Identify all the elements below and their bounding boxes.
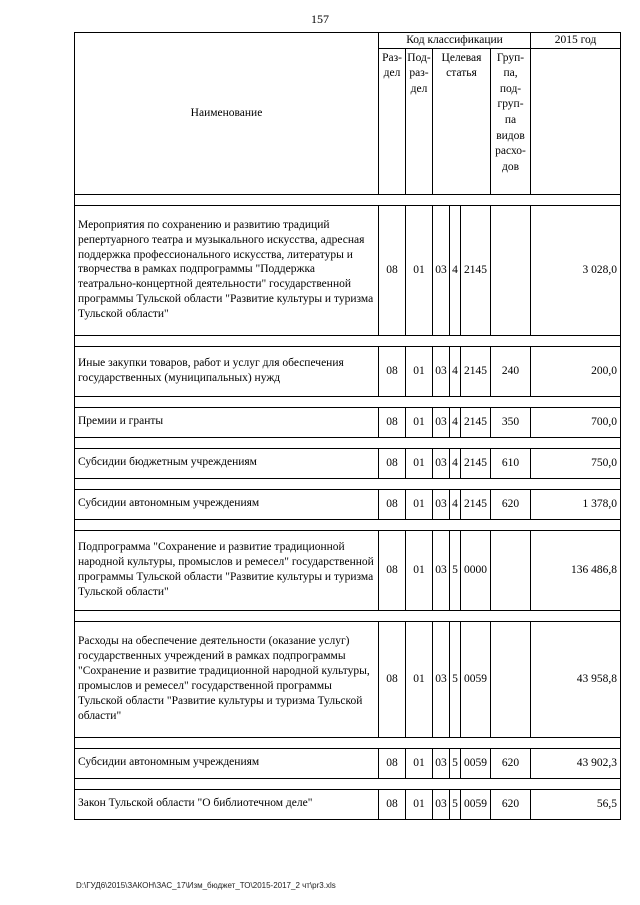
separator-cell xyxy=(491,737,531,748)
separator-cell xyxy=(406,396,433,407)
subsection-header-word: дел xyxy=(410,82,428,95)
separator-cell xyxy=(75,335,379,346)
separator-cell xyxy=(433,610,450,621)
target-article-header xyxy=(433,48,491,194)
subsection-header xyxy=(406,48,433,194)
separator-cell xyxy=(433,396,450,407)
target-article-subprogram-cell: 4 xyxy=(450,407,461,437)
expense-group-header-word: дов xyxy=(502,160,520,173)
table-row xyxy=(75,530,621,610)
target-article-direction-cell: 0059 xyxy=(461,789,491,819)
row-separator xyxy=(75,519,621,530)
row-name-cell: Премии и гранты xyxy=(75,407,379,437)
separator-cell xyxy=(531,194,621,205)
separator-cell xyxy=(461,737,491,748)
target-article-subprogram-cell: 4 xyxy=(450,448,461,478)
expense-group-cell xyxy=(491,621,531,737)
expense-group-header-word: па xyxy=(504,114,517,126)
row-separator xyxy=(75,737,621,748)
amount-cell: 43 958,8 xyxy=(531,621,621,737)
row-separator xyxy=(75,396,621,407)
separator-cell xyxy=(450,519,461,530)
year-header: 2015 год xyxy=(531,33,621,49)
separator-cell xyxy=(491,610,531,621)
amount-cell: 3 028,0 xyxy=(531,205,621,335)
expense-group-cell xyxy=(491,205,531,335)
separator-cell xyxy=(379,737,406,748)
separator-cell xyxy=(450,396,461,407)
section-cell: 08 xyxy=(379,489,406,519)
separator-cell xyxy=(75,396,379,407)
subsection-cell: 01 xyxy=(406,448,433,478)
row-separator xyxy=(75,194,621,205)
amount-cell: 56,5 xyxy=(531,789,621,819)
separator-cell xyxy=(450,194,461,205)
separator-cell xyxy=(531,437,621,448)
separator-cell xyxy=(450,737,461,748)
separator-cell xyxy=(406,519,433,530)
separator-cell xyxy=(531,610,621,621)
row-name-cell: Субсидии автономным учреждениям xyxy=(75,489,379,519)
target-article-program-cell: 03 xyxy=(433,489,450,519)
target-article-direction-cell: 2145 xyxy=(461,346,491,396)
subsection-cell: 01 xyxy=(406,748,433,778)
target-article-subprogram-cell: 5 xyxy=(450,530,461,610)
separator-cell xyxy=(75,478,379,489)
row-separator xyxy=(75,478,621,489)
target-article-program-cell: 03 xyxy=(433,789,450,819)
separator-cell xyxy=(433,737,450,748)
page-number: 157 xyxy=(311,12,329,26)
target-article-subprogram-cell: 5 xyxy=(450,748,461,778)
section-cell: 08 xyxy=(379,621,406,737)
target-article-direction-cell: 2145 xyxy=(461,407,491,437)
table-row xyxy=(75,205,621,335)
separator-cell xyxy=(461,194,491,205)
target-article-subprogram-cell: 4 xyxy=(450,205,461,335)
separator-cell xyxy=(433,519,450,530)
separator-cell xyxy=(379,335,406,346)
separator-cell xyxy=(450,335,461,346)
separator-cell xyxy=(450,478,461,489)
row-name-cell: Подпрограмма "Сохранение и развитие традиционной народной культуры, промыслов и ремесел" государственной программы Тульской области "Развитие культуры и туризма Тульской области" xyxy=(75,530,379,610)
table-row xyxy=(75,407,621,437)
separator-cell xyxy=(491,478,531,489)
separator-cell xyxy=(433,478,450,489)
target-article-program-cell: 03 xyxy=(433,205,450,335)
target-article-program-cell: 03 xyxy=(433,748,450,778)
separator-cell xyxy=(379,437,406,448)
section-header-word: дел xyxy=(383,67,401,80)
expense-group-cell xyxy=(491,530,531,610)
subsection-cell: 01 xyxy=(406,789,433,819)
row-separator xyxy=(75,335,621,346)
section-cell: 08 xyxy=(379,789,406,819)
separator-cell xyxy=(379,194,406,205)
separator-cell xyxy=(379,610,406,621)
separator-cell xyxy=(491,437,531,448)
section-cell: 08 xyxy=(379,530,406,610)
separator-cell xyxy=(461,519,491,530)
row-name-cell: Расходы на обеспечение деятельности (оказание услуг) государственных учреждений в рамках подпрограммы "Сохранение и развитие традиционной народной культуры, промыслов и ремесел" государственной программы Тульской области "Развитие культуры и туризма Тульской области" xyxy=(75,621,379,737)
separator-cell xyxy=(406,737,433,748)
classification-header: Код классификации xyxy=(379,33,531,49)
separator-cell xyxy=(75,737,379,748)
expense-group-cell: 350 xyxy=(491,407,531,437)
separator-cell xyxy=(491,778,531,789)
section-cell: 08 xyxy=(379,448,406,478)
expense-group-cell: 610 xyxy=(491,448,531,478)
separator-cell xyxy=(450,610,461,621)
expense-group-header-word: па, xyxy=(503,67,518,80)
separator-cell xyxy=(379,478,406,489)
table-row xyxy=(75,789,621,819)
table-row xyxy=(75,448,621,478)
subsection-cell: 01 xyxy=(406,407,433,437)
separator-cell xyxy=(433,778,450,789)
separator-cell xyxy=(406,778,433,789)
separator-cell xyxy=(531,519,621,530)
expense-group-header xyxy=(491,48,531,194)
separator-cell xyxy=(75,519,379,530)
subsection-cell: 01 xyxy=(406,621,433,737)
table-row xyxy=(75,748,621,778)
target-article-program-cell: 03 xyxy=(433,346,450,396)
section-header-word: Раз- xyxy=(382,51,402,64)
section-cell: 08 xyxy=(379,748,406,778)
target-article-direction-cell: 0059 xyxy=(461,621,491,737)
target-article-direction-cell: 2145 xyxy=(461,448,491,478)
row-separator xyxy=(75,437,621,448)
target-article-subprogram-cell: 5 xyxy=(450,789,461,819)
subsection-cell: 01 xyxy=(406,489,433,519)
budget-table xyxy=(74,32,621,820)
expense-group-header-word: видов xyxy=(496,129,525,142)
separator-cell xyxy=(461,478,491,489)
section-cell: 08 xyxy=(379,205,406,335)
separator-cell xyxy=(531,335,621,346)
separator-cell xyxy=(531,737,621,748)
table-row xyxy=(75,621,621,737)
row-name-cell: Закон Тульской области "О библиотечном деле" xyxy=(75,789,379,819)
name-column-header: Наименование xyxy=(75,33,379,195)
amount-cell: 200,0 xyxy=(531,346,621,396)
target-article-subprogram-cell: 4 xyxy=(450,489,461,519)
section-header xyxy=(379,48,406,194)
separator-cell xyxy=(491,194,531,205)
target-article-program-cell: 03 xyxy=(433,407,450,437)
separator-cell xyxy=(75,437,379,448)
separator-cell xyxy=(379,396,406,407)
target-article-header-word: Целевая xyxy=(441,51,482,64)
target-article-direction-cell: 0000 xyxy=(461,530,491,610)
row-name-cell: Субсидии бюджетным учреждениям xyxy=(75,448,379,478)
target-article-program-cell: 03 xyxy=(433,621,450,737)
amount-cell: 43 902,3 xyxy=(531,748,621,778)
amount-cell: 1 378,0 xyxy=(531,489,621,519)
section-cell: 08 xyxy=(379,407,406,437)
separator-cell xyxy=(491,335,531,346)
section-cell: 08 xyxy=(379,346,406,396)
amount-cell: 700,0 xyxy=(531,407,621,437)
target-article-direction-cell: 0059 xyxy=(461,748,491,778)
separator-cell xyxy=(461,610,491,621)
separator-cell xyxy=(461,335,491,346)
year-header-spacer xyxy=(531,48,621,194)
expense-group-cell: 620 xyxy=(491,789,531,819)
separator-cell xyxy=(406,194,433,205)
separator-cell xyxy=(450,437,461,448)
separator-cell xyxy=(461,396,491,407)
subsection-cell: 01 xyxy=(406,205,433,335)
separator-cell xyxy=(379,519,406,530)
separator-cell xyxy=(433,437,450,448)
separator-cell xyxy=(406,335,433,346)
separator-cell xyxy=(531,778,621,789)
expense-group-header-word: под- xyxy=(499,82,522,95)
row-name-cell: Иные закупки товаров, работ и услуг для обеспечения государственных (муниципальных) нужд xyxy=(75,346,379,396)
target-article-direction-cell: 2145 xyxy=(461,489,491,519)
target-article-subprogram-cell: 4 xyxy=(450,346,461,396)
expense-group-header-word: груп- xyxy=(497,98,524,111)
file-path-footer: D:\ГУД6\2015\ЗАКОН\ЗАС_17\Изм_бюджет_ТО\2015-2017_2 чт\pr3.xls xyxy=(76,881,336,890)
subsection-cell: 01 xyxy=(406,530,433,610)
separator-cell xyxy=(433,335,450,346)
expense-group-cell: 620 xyxy=(491,748,531,778)
separator-cell xyxy=(75,778,379,789)
separator-cell xyxy=(531,478,621,489)
subsection-header-word: Под- xyxy=(407,51,431,64)
separator-cell xyxy=(461,778,491,789)
target-article-program-cell: 03 xyxy=(433,448,450,478)
amount-cell: 136 486,8 xyxy=(531,530,621,610)
table-row xyxy=(75,489,621,519)
row-separator xyxy=(75,610,621,621)
separator-cell xyxy=(433,194,450,205)
expense-group-header-word: расхо- xyxy=(495,145,526,158)
separator-cell xyxy=(450,778,461,789)
target-article-program-cell: 03 xyxy=(433,530,450,610)
target-article-subprogram-cell: 5 xyxy=(450,621,461,737)
separator-cell xyxy=(491,519,531,530)
target-article-direction-cell: 2145 xyxy=(461,205,491,335)
target-article-header-word: статья xyxy=(446,67,477,80)
separator-cell xyxy=(75,610,379,621)
separator-cell xyxy=(491,396,531,407)
row-name-cell: Мероприятия по сохранению и развитию традиций репертуарного театра и музыкального искусства, адресная поддержка профессионального искусства, литературы и творчества в рамках подпрограммы "Поддержка театрально-концертной деятельности" государственной программы Тульской области "Развитие культуры и туризма Тульской области" xyxy=(75,205,379,335)
expense-group-cell: 620 xyxy=(491,489,531,519)
separator-cell xyxy=(75,194,379,205)
expense-group-cell: 240 xyxy=(491,346,531,396)
amount-cell: 750,0 xyxy=(531,448,621,478)
expense-group-header-word: Груп- xyxy=(496,51,525,64)
separator-cell xyxy=(406,437,433,448)
separator-cell xyxy=(406,478,433,489)
subsection-header-word: раз- xyxy=(409,67,429,80)
separator-cell xyxy=(406,610,433,621)
separator-cell xyxy=(379,778,406,789)
table-row xyxy=(75,346,621,396)
separator-cell xyxy=(531,396,621,407)
subsection-cell: 01 xyxy=(406,346,433,396)
separator-cell xyxy=(461,437,491,448)
row-name-cell: Субсидии автономным учреждениям xyxy=(75,748,379,778)
row-separator xyxy=(75,778,621,789)
